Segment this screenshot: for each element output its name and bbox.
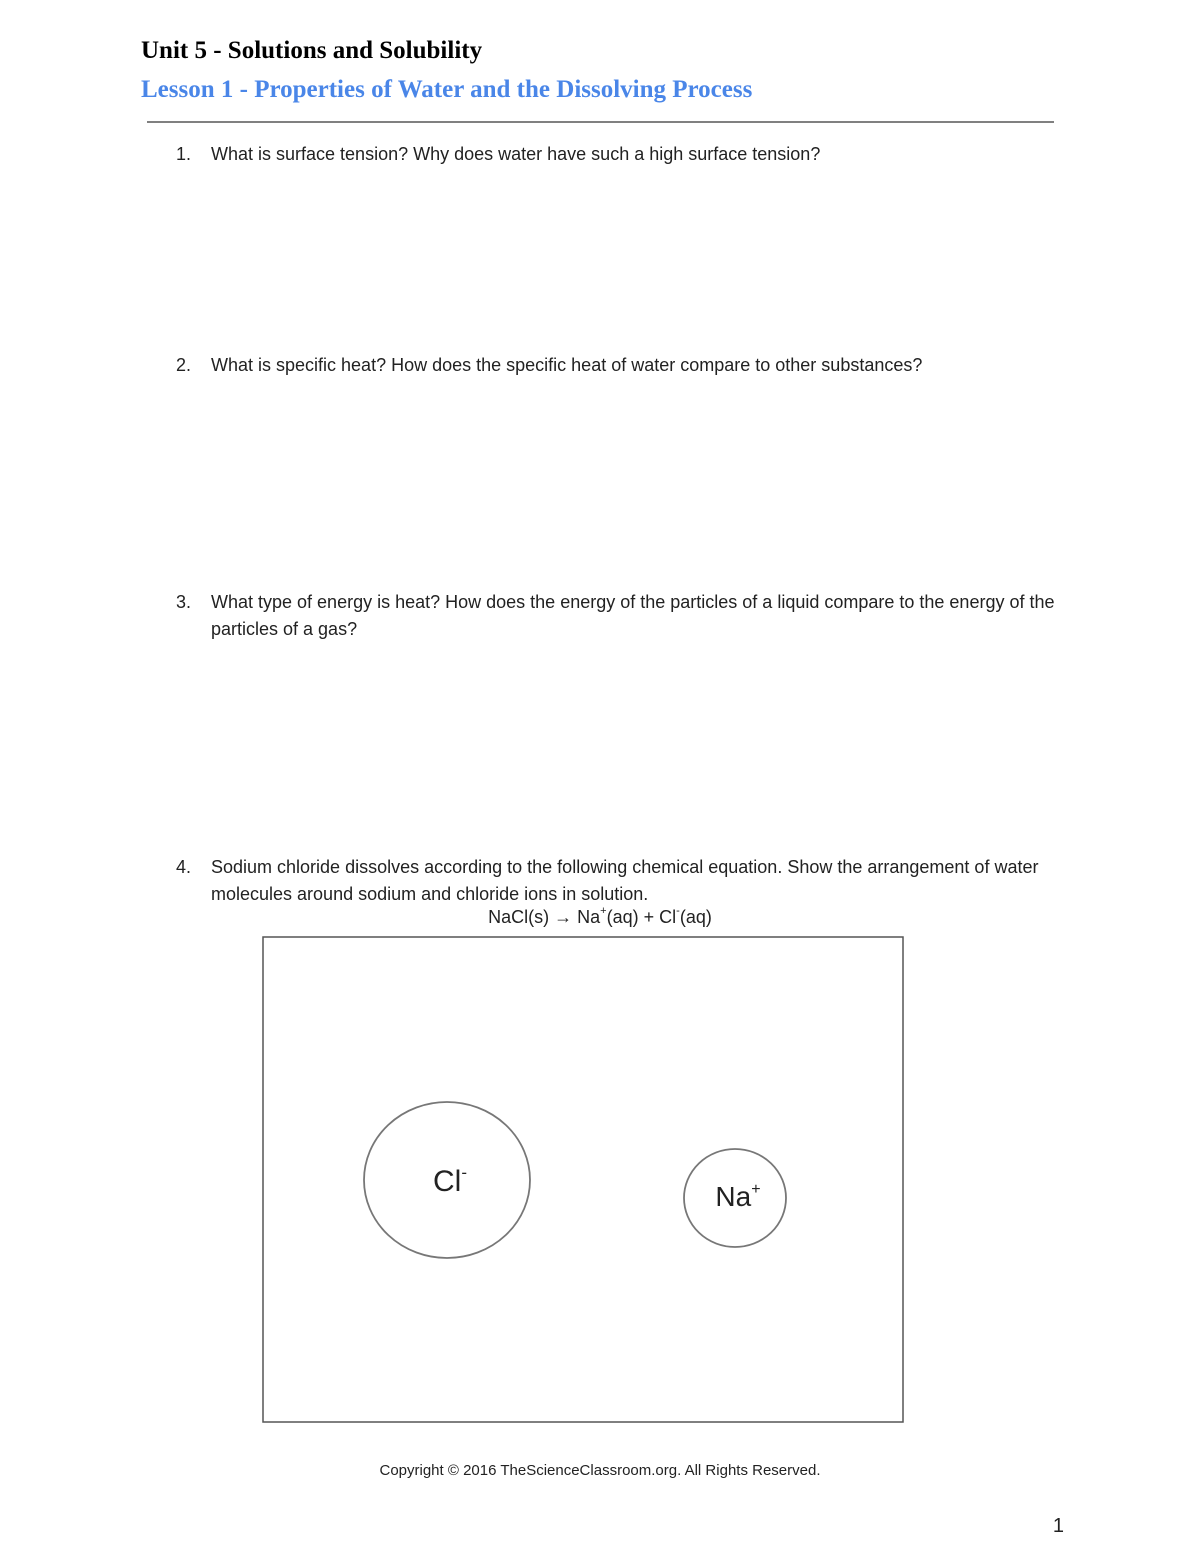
ion-diagram [262, 936, 904, 1423]
question-text: What is specific heat? How does the specific heat of water compare to other substances? [211, 355, 923, 375]
unit-title: Unit 5 - Solutions and Solubility [141, 37, 483, 64]
chloride-ion-label: Cl- [432, 1163, 468, 1198]
question-2 [176, 352, 1066, 379]
question-number: 1. [176, 144, 192, 164]
question-number: 2. [176, 355, 192, 375]
sodium-state: (aq) [606, 907, 639, 927]
question-4 [176, 854, 1066, 908]
question-text: Sodium chloride dissolves according to the following chemical equation. Show the arrangement of water molecules around sodium and chloride ions in solution. [211, 857, 1039, 904]
reaction-arrow: → [554, 907, 573, 927]
question-number: 4. [176, 857, 192, 877]
sodium-charge: + [600, 905, 607, 917]
copyright-footer: Copyright © 2016 TheScienceClassroom.org. All Rights Reserved. [379, 1462, 821, 1479]
chloride-state: (aq) [679, 907, 712, 927]
question-number: 3. [176, 592, 192, 612]
chloride-charge: - [676, 905, 680, 917]
lesson-title: Lesson 1 - Properties of Water and the Dissolving Process [141, 76, 753, 103]
sodium-ion-label: Na+ [715, 1181, 761, 1212]
question-text: What type of energy is heat? How does the energy of the particles of a liquid compare to the energy of the particles of a gas? [211, 592, 1055, 639]
equation-chloride: Cl [659, 907, 677, 927]
question-3 [176, 589, 1066, 643]
diagram-box [263, 937, 903, 1422]
header-rule [147, 121, 1054, 123]
equation-plus: + [643, 907, 655, 927]
question-text: What is surface tension? Why does water have such a high surface tension? [211, 144, 821, 164]
question-1 [176, 141, 1066, 168]
equation-reactant: NaCl(s) [488, 907, 550, 927]
chemical-equation [300, 907, 900, 928]
page-number: 1 [1052, 1515, 1064, 1537]
equation-sodium: Na [577, 907, 601, 927]
